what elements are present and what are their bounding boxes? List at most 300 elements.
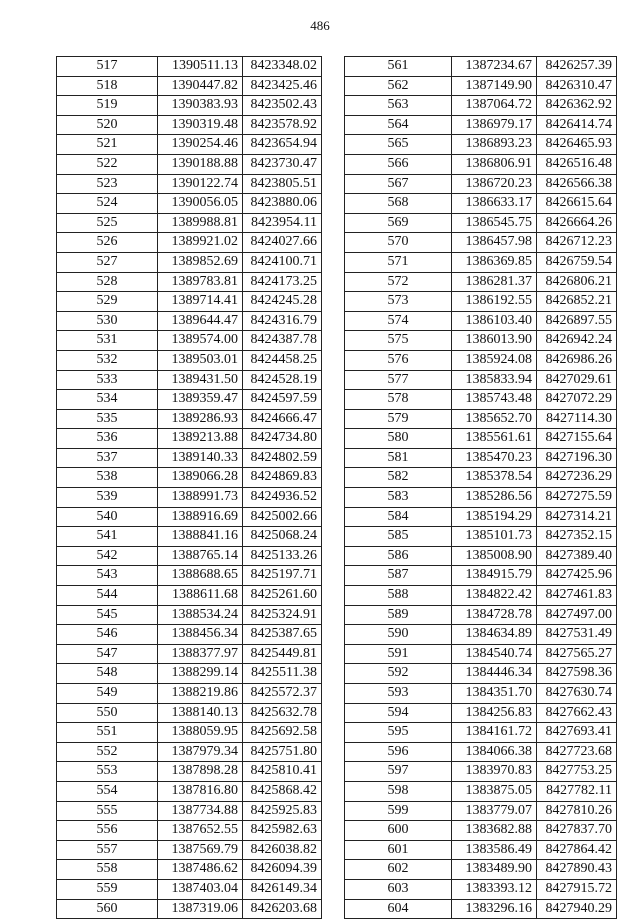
table-row	[345, 213, 617, 233]
x-coordinate-cell: 1388611.68	[158, 586, 243, 606]
table-row	[57, 703, 322, 723]
table-row	[57, 840, 322, 860]
table-row	[345, 879, 617, 899]
table-row	[57, 801, 322, 821]
point-number-cell: 601	[345, 840, 452, 860]
x-coordinate-cell: 1388456.34	[158, 625, 243, 645]
y-coordinate-cell: 8426986.26	[537, 350, 617, 370]
point-number-cell: 545	[57, 605, 158, 625]
y-coordinate-cell: 8425133.26	[243, 546, 322, 566]
table-row	[57, 664, 322, 684]
point-number-cell: 518	[57, 76, 158, 96]
x-coordinate-cell: 1386545.75	[452, 213, 537, 233]
x-coordinate-cell: 1388534.24	[158, 605, 243, 625]
point-number-cell: 559	[57, 879, 158, 899]
y-coordinate-cell: 8427864.42	[537, 840, 617, 860]
x-coordinate-cell: 1388765.14	[158, 546, 243, 566]
y-coordinate-cell: 8427029.61	[537, 370, 617, 390]
x-coordinate-cell: 1383682.88	[452, 821, 537, 841]
table-row	[345, 644, 617, 664]
table-row	[57, 625, 322, 645]
y-coordinate-cell: 8427723.68	[537, 742, 617, 762]
x-coordinate-cell: 1387319.06	[158, 899, 243, 919]
y-coordinate-cell: 8424316.79	[243, 311, 322, 331]
x-coordinate-cell: 1389644.47	[158, 311, 243, 331]
point-number-cell: 541	[57, 527, 158, 547]
y-coordinate-cell: 8425925.83	[243, 801, 322, 821]
table-row	[345, 292, 617, 312]
x-coordinate-cell: 1389783.81	[158, 272, 243, 292]
table-row	[57, 76, 322, 96]
x-coordinate-cell: 1384446.34	[452, 664, 537, 684]
point-number-cell: 578	[345, 390, 452, 410]
x-coordinate-cell: 1387149.90	[452, 76, 537, 96]
y-coordinate-cell: 8427693.41	[537, 723, 617, 743]
point-number-cell: 526	[57, 233, 158, 253]
table-row	[345, 527, 617, 547]
table-row	[345, 625, 617, 645]
table-row	[345, 429, 617, 449]
point-number-cell: 529	[57, 292, 158, 312]
y-coordinate-cell: 8427940.29	[537, 899, 617, 919]
table-row	[345, 468, 617, 488]
point-number-cell: 581	[345, 448, 452, 468]
point-number-cell: 519	[57, 96, 158, 116]
table-row	[57, 96, 322, 116]
y-coordinate-cell: 8427461.83	[537, 586, 617, 606]
point-number-cell: 534	[57, 390, 158, 410]
table-row	[57, 272, 322, 292]
table-row	[57, 370, 322, 390]
y-coordinate-cell: 8426414.74	[537, 115, 617, 135]
table-row	[345, 448, 617, 468]
x-coordinate-cell: 1386633.17	[452, 194, 537, 214]
table-row	[345, 252, 617, 272]
point-number-cell: 602	[345, 860, 452, 880]
point-number-cell: 600	[345, 821, 452, 841]
point-number-cell: 598	[345, 781, 452, 801]
x-coordinate-cell: 1385286.56	[452, 488, 537, 508]
point-number-cell: 558	[57, 860, 158, 880]
table-row	[57, 154, 322, 174]
table-row	[345, 840, 617, 860]
point-number-cell: 587	[345, 566, 452, 586]
x-coordinate-cell: 1389359.47	[158, 390, 243, 410]
point-number-cell: 517	[57, 57, 158, 77]
x-coordinate-cell: 1385833.94	[452, 370, 537, 390]
x-coordinate-cell: 1389988.81	[158, 213, 243, 233]
table-row	[345, 860, 617, 880]
point-number-cell: 585	[345, 527, 452, 547]
y-coordinate-cell: 8426852.21	[537, 292, 617, 312]
point-number-cell: 550	[57, 703, 158, 723]
x-coordinate-cell: 1385008.90	[452, 546, 537, 566]
table-row	[57, 527, 322, 547]
x-coordinate-cell: 1390319.48	[158, 115, 243, 135]
y-coordinate-cell: 8427630.74	[537, 684, 617, 704]
point-number-cell: 521	[57, 135, 158, 155]
table-row	[57, 605, 322, 625]
table-row	[345, 194, 617, 214]
y-coordinate-cell: 8425511.38	[243, 664, 322, 684]
point-number-cell: 547	[57, 644, 158, 664]
x-coordinate-cell: 1387064.72	[452, 96, 537, 116]
y-coordinate-cell: 8425868.42	[243, 781, 322, 801]
x-coordinate-cell: 1385652.70	[452, 409, 537, 429]
point-number-cell: 555	[57, 801, 158, 821]
y-coordinate-cell: 8427275.59	[537, 488, 617, 508]
point-number-cell: 544	[57, 586, 158, 606]
table-row	[57, 879, 322, 899]
x-coordinate-cell: 1383970.83	[452, 762, 537, 782]
y-coordinate-cell: 8423654.94	[243, 135, 322, 155]
y-coordinate-cell: 8424528.19	[243, 370, 322, 390]
table-row	[345, 57, 617, 77]
x-coordinate-cell: 1383489.90	[452, 860, 537, 880]
table-row	[57, 488, 322, 508]
x-coordinate-cell: 1390056.05	[158, 194, 243, 214]
y-coordinate-cell: 8424100.71	[243, 252, 322, 272]
table-row	[57, 233, 322, 253]
point-number-cell: 566	[345, 154, 452, 174]
x-coordinate-cell: 1386369.85	[452, 252, 537, 272]
coordinates-table-right	[344, 56, 617, 919]
y-coordinate-cell: 8426465.93	[537, 135, 617, 155]
y-coordinate-cell: 8426203.68	[243, 899, 322, 919]
x-coordinate-cell: 1384066.38	[452, 742, 537, 762]
table-row	[345, 350, 617, 370]
x-coordinate-cell: 1385470.23	[452, 448, 537, 468]
point-number-cell: 565	[345, 135, 452, 155]
x-coordinate-cell: 1386013.90	[452, 331, 537, 351]
table-row	[57, 292, 322, 312]
x-coordinate-cell: 1385924.08	[452, 350, 537, 370]
table-row	[345, 566, 617, 586]
point-number-cell: 553	[57, 762, 158, 782]
table-row	[57, 350, 322, 370]
table-row	[57, 899, 322, 919]
table-row	[345, 664, 617, 684]
point-number-cell: 570	[345, 233, 452, 253]
point-number-cell: 543	[57, 566, 158, 586]
table-row	[57, 429, 322, 449]
point-number-cell: 533	[57, 370, 158, 390]
table-row	[57, 194, 322, 214]
table-row	[345, 684, 617, 704]
table-row	[345, 115, 617, 135]
y-coordinate-cell: 8423578.92	[243, 115, 322, 135]
point-number-cell: 528	[57, 272, 158, 292]
point-number-cell: 548	[57, 664, 158, 684]
point-number-cell: 575	[345, 331, 452, 351]
y-coordinate-cell: 8424802.59	[243, 448, 322, 468]
y-coordinate-cell: 8424734.80	[243, 429, 322, 449]
y-coordinate-cell: 8427565.27	[537, 644, 617, 664]
x-coordinate-cell: 1390122.74	[158, 174, 243, 194]
x-coordinate-cell: 1386103.40	[452, 311, 537, 331]
y-coordinate-cell: 8426149.34	[243, 879, 322, 899]
table-row	[345, 703, 617, 723]
x-coordinate-cell: 1389431.50	[158, 370, 243, 390]
table-row	[57, 252, 322, 272]
y-coordinate-cell: 8423730.47	[243, 154, 322, 174]
x-coordinate-cell: 1387403.04	[158, 879, 243, 899]
table-row	[57, 644, 322, 664]
point-number-cell: 549	[57, 684, 158, 704]
x-coordinate-cell: 1388991.73	[158, 488, 243, 508]
y-coordinate-cell: 8426664.26	[537, 213, 617, 233]
y-coordinate-cell: 8425632.78	[243, 703, 322, 723]
y-coordinate-cell: 8425810.41	[243, 762, 322, 782]
x-coordinate-cell: 1386979.17	[452, 115, 537, 135]
x-coordinate-cell: 1389714.41	[158, 292, 243, 312]
point-number-cell: 572	[345, 272, 452, 292]
y-coordinate-cell: 8423502.43	[243, 96, 322, 116]
table-row	[345, 135, 617, 155]
table-row	[345, 96, 617, 116]
table-row	[345, 233, 617, 253]
table-row	[57, 311, 322, 331]
y-coordinate-cell: 8427782.11	[537, 781, 617, 801]
coordinates-table-left	[56, 56, 322, 919]
x-coordinate-cell: 1388299.14	[158, 664, 243, 684]
table-row	[345, 370, 617, 390]
y-coordinate-cell: 8427598.36	[537, 664, 617, 684]
table-row	[57, 742, 322, 762]
point-number-cell: 596	[345, 742, 452, 762]
x-coordinate-cell: 1383779.07	[452, 801, 537, 821]
table-row	[57, 860, 322, 880]
y-coordinate-cell: 8427196.30	[537, 448, 617, 468]
point-number-cell: 588	[345, 586, 452, 606]
table-row	[57, 566, 322, 586]
point-number-cell: 576	[345, 350, 452, 370]
point-number-cell: 535	[57, 409, 158, 429]
point-number-cell: 522	[57, 154, 158, 174]
y-coordinate-cell: 8423954.11	[243, 213, 322, 233]
point-number-cell: 551	[57, 723, 158, 743]
x-coordinate-cell: 1385101.73	[452, 527, 537, 547]
table-row	[57, 115, 322, 135]
x-coordinate-cell: 1389503.01	[158, 350, 243, 370]
y-coordinate-cell: 8427531.49	[537, 625, 617, 645]
point-number-cell: 527	[57, 252, 158, 272]
point-number-cell: 574	[345, 311, 452, 331]
x-coordinate-cell: 1384256.83	[452, 703, 537, 723]
point-number-cell: 556	[57, 821, 158, 841]
y-coordinate-cell: 8424666.47	[243, 409, 322, 429]
x-coordinate-cell: 1390254.46	[158, 135, 243, 155]
point-number-cell: 530	[57, 311, 158, 331]
y-coordinate-cell: 8427072.29	[537, 390, 617, 410]
x-coordinate-cell: 1387486.62	[158, 860, 243, 880]
y-coordinate-cell: 8424173.25	[243, 272, 322, 292]
y-coordinate-cell: 8425449.81	[243, 644, 322, 664]
x-coordinate-cell: 1387234.67	[452, 57, 537, 77]
y-coordinate-cell: 8427890.43	[537, 860, 617, 880]
y-coordinate-cell: 8427389.40	[537, 546, 617, 566]
point-number-cell: 531	[57, 331, 158, 351]
point-number-cell: 593	[345, 684, 452, 704]
point-number-cell: 564	[345, 115, 452, 135]
y-coordinate-cell: 8425751.80	[243, 742, 322, 762]
y-coordinate-cell: 8426516.48	[537, 154, 617, 174]
table-row	[57, 546, 322, 566]
point-number-cell: 586	[345, 546, 452, 566]
x-coordinate-cell: 1389286.93	[158, 409, 243, 429]
y-coordinate-cell: 8425387.65	[243, 625, 322, 645]
y-coordinate-cell: 8426310.47	[537, 76, 617, 96]
point-number-cell: 591	[345, 644, 452, 664]
y-coordinate-cell: 8426615.64	[537, 194, 617, 214]
x-coordinate-cell: 1385378.54	[452, 468, 537, 488]
point-number-cell: 595	[345, 723, 452, 743]
table-row	[345, 174, 617, 194]
y-coordinate-cell: 8425068.24	[243, 527, 322, 547]
y-coordinate-cell: 8427314.21	[537, 507, 617, 527]
x-coordinate-cell: 1384161.72	[452, 723, 537, 743]
table-row	[57, 781, 322, 801]
table-row	[345, 605, 617, 625]
table-row	[57, 135, 322, 155]
point-number-cell: 573	[345, 292, 452, 312]
table-row	[345, 801, 617, 821]
x-coordinate-cell: 1389921.02	[158, 233, 243, 253]
y-coordinate-cell: 8426566.38	[537, 174, 617, 194]
x-coordinate-cell: 1388219.86	[158, 684, 243, 704]
y-coordinate-cell: 8423880.06	[243, 194, 322, 214]
point-number-cell: 539	[57, 488, 158, 508]
x-coordinate-cell: 1384915.79	[452, 566, 537, 586]
table-row	[57, 684, 322, 704]
point-number-cell: 569	[345, 213, 452, 233]
x-coordinate-cell: 1383586.49	[452, 840, 537, 860]
x-coordinate-cell: 1388916.69	[158, 507, 243, 527]
x-coordinate-cell: 1387734.88	[158, 801, 243, 821]
point-number-cell: 604	[345, 899, 452, 919]
point-number-cell: 567	[345, 174, 452, 194]
x-coordinate-cell: 1389852.69	[158, 252, 243, 272]
table-row	[345, 154, 617, 174]
y-coordinate-cell: 8427915.72	[537, 879, 617, 899]
table-row	[57, 821, 322, 841]
table-row	[345, 409, 617, 429]
point-number-cell: 599	[345, 801, 452, 821]
point-number-cell: 571	[345, 252, 452, 272]
x-coordinate-cell: 1388688.65	[158, 566, 243, 586]
y-coordinate-cell: 8427662.43	[537, 703, 617, 723]
table-row	[57, 409, 322, 429]
point-number-cell: 594	[345, 703, 452, 723]
point-number-cell: 590	[345, 625, 452, 645]
x-coordinate-cell: 1390188.88	[158, 154, 243, 174]
point-number-cell: 582	[345, 468, 452, 488]
x-coordinate-cell: 1385194.29	[452, 507, 537, 527]
x-coordinate-cell: 1387898.28	[158, 762, 243, 782]
point-number-cell: 538	[57, 468, 158, 488]
point-number-cell: 546	[57, 625, 158, 645]
table-row	[345, 546, 617, 566]
point-number-cell: 532	[57, 350, 158, 370]
x-coordinate-cell: 1389213.88	[158, 429, 243, 449]
point-number-cell: 603	[345, 879, 452, 899]
table-row	[345, 76, 617, 96]
point-number-cell: 536	[57, 429, 158, 449]
point-number-cell: 583	[345, 488, 452, 508]
y-coordinate-cell: 8426362.92	[537, 96, 617, 116]
point-number-cell: 579	[345, 409, 452, 429]
table-row	[57, 331, 322, 351]
table-row	[345, 762, 617, 782]
table-row	[57, 390, 322, 410]
table-row	[57, 57, 322, 77]
table-row	[57, 213, 322, 233]
y-coordinate-cell: 8424869.83	[243, 468, 322, 488]
x-coordinate-cell: 1386806.91	[452, 154, 537, 174]
y-coordinate-cell: 8427114.30	[537, 409, 617, 429]
x-coordinate-cell: 1389140.33	[158, 448, 243, 468]
x-coordinate-cell: 1388377.97	[158, 644, 243, 664]
x-coordinate-cell: 1383875.05	[452, 781, 537, 801]
y-coordinate-cell: 8424458.25	[243, 350, 322, 370]
point-number-cell: 523	[57, 174, 158, 194]
x-coordinate-cell: 1384634.89	[452, 625, 537, 645]
x-coordinate-cell: 1390383.93	[158, 96, 243, 116]
y-coordinate-cell: 8423805.51	[243, 174, 322, 194]
point-number-cell: 552	[57, 742, 158, 762]
y-coordinate-cell: 8423425.46	[243, 76, 322, 96]
point-number-cell: 540	[57, 507, 158, 527]
point-number-cell: 560	[57, 899, 158, 919]
y-coordinate-cell: 8426897.55	[537, 311, 617, 331]
y-coordinate-cell: 8426942.24	[537, 331, 617, 351]
y-coordinate-cell: 8425261.60	[243, 586, 322, 606]
y-coordinate-cell: 8425324.91	[243, 605, 322, 625]
page-number: 486	[310, 18, 330, 33]
x-coordinate-cell: 1383393.12	[452, 879, 537, 899]
y-coordinate-cell: 8424027.66	[243, 233, 322, 253]
x-coordinate-cell: 1387569.79	[158, 840, 243, 860]
table-row	[345, 507, 617, 527]
y-coordinate-cell: 8427236.29	[537, 468, 617, 488]
y-coordinate-cell: 8423348.02	[243, 57, 322, 77]
x-coordinate-cell: 1386720.23	[452, 174, 537, 194]
point-number-cell: 580	[345, 429, 452, 449]
y-coordinate-cell: 8426712.23	[537, 233, 617, 253]
x-coordinate-cell: 1383296.16	[452, 899, 537, 919]
y-coordinate-cell: 8425692.58	[243, 723, 322, 743]
table-row	[345, 390, 617, 410]
x-coordinate-cell: 1384540.74	[452, 644, 537, 664]
point-number-cell: 562	[345, 76, 452, 96]
x-coordinate-cell: 1389066.28	[158, 468, 243, 488]
table-row	[345, 586, 617, 606]
point-number-cell: 557	[57, 840, 158, 860]
y-coordinate-cell: 8427352.15	[537, 527, 617, 547]
x-coordinate-cell: 1390447.82	[158, 76, 243, 96]
y-coordinate-cell: 8424597.59	[243, 390, 322, 410]
x-coordinate-cell: 1385743.48	[452, 390, 537, 410]
y-coordinate-cell: 8425572.37	[243, 684, 322, 704]
x-coordinate-cell: 1384351.70	[452, 684, 537, 704]
x-coordinate-cell: 1388059.95	[158, 723, 243, 743]
point-number-cell: 584	[345, 507, 452, 527]
y-coordinate-cell: 8427497.00	[537, 605, 617, 625]
y-coordinate-cell: 8427753.25	[537, 762, 617, 782]
x-coordinate-cell: 1386192.55	[452, 292, 537, 312]
y-coordinate-cell: 8424245.28	[243, 292, 322, 312]
table-row	[345, 742, 617, 762]
